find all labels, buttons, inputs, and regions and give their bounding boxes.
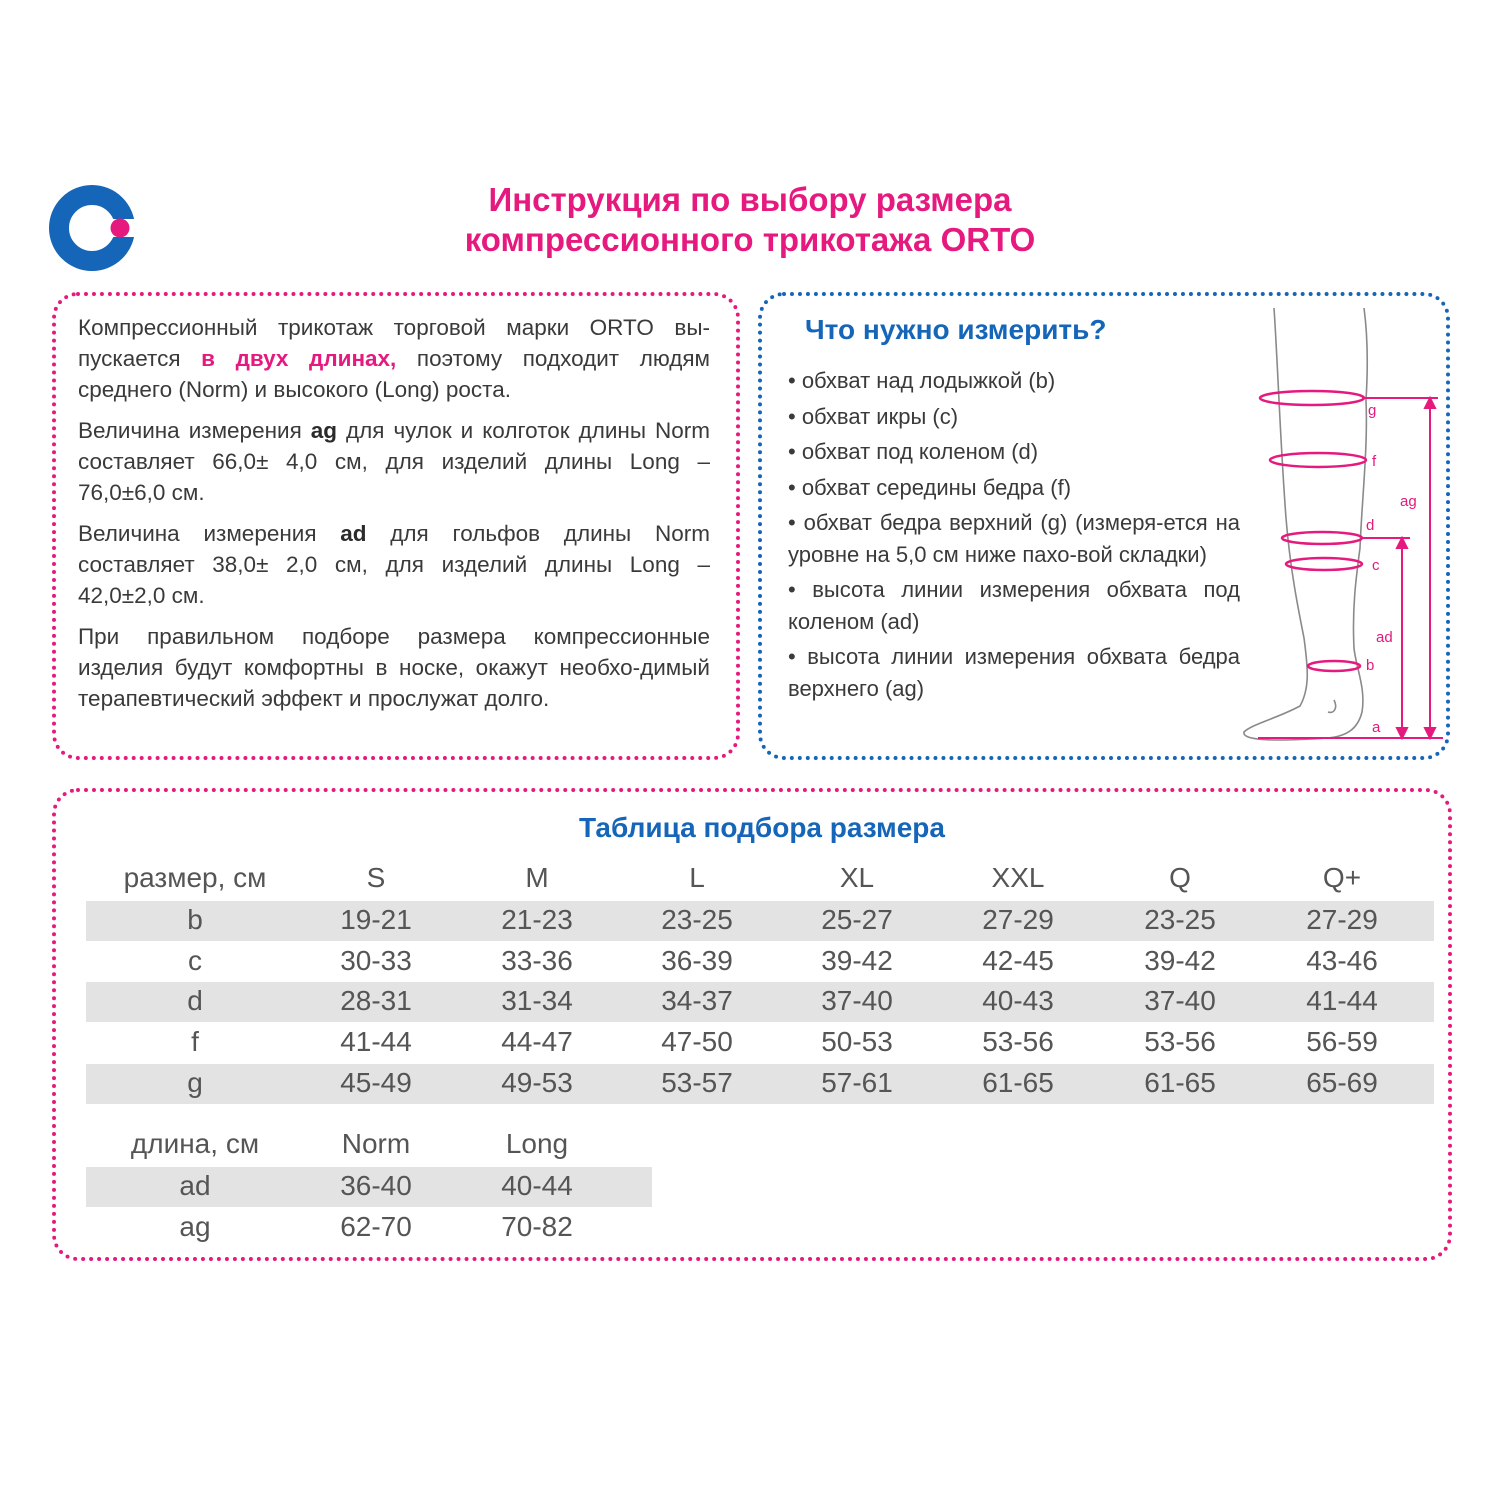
row-label-c: c bbox=[188, 944, 202, 976]
size-header-M: M bbox=[525, 862, 549, 893]
table-cell: 62-70 bbox=[340, 1210, 412, 1242]
table-cell: 61-65 bbox=[1144, 1066, 1216, 1098]
table-cell: 49-53 bbox=[501, 1066, 573, 1098]
intro-paragraph-2 bbox=[78, 415, 710, 508]
title-line-1: Инструкция по выбору размера bbox=[488, 181, 1012, 218]
title-line-2: компрессионного трикотажа ORTO bbox=[464, 221, 1036, 258]
diagram-label-f: f bbox=[1372, 453, 1377, 470]
table-cell: 19-21 bbox=[340, 904, 412, 935]
size-header-Q: Q bbox=[1169, 862, 1191, 893]
row-label-d: d bbox=[187, 985, 203, 1017]
table-cell: 31-34 bbox=[501, 985, 573, 1017]
diagram-label-a: a bbox=[1372, 719, 1381, 736]
page-title bbox=[330, 180, 1170, 260]
measure-item: • обхват бедра верхний (g) (измеря-ется на уровне на 5,0 см ниже пахо-вой складки) bbox=[788, 510, 1240, 567]
diagram-label-b: b bbox=[1366, 657, 1375, 674]
table-cell: 40-44 bbox=[501, 1170, 573, 1201]
table-cell: 44-47 bbox=[501, 1026, 573, 1058]
measure-title: Что нужно измерить? bbox=[805, 314, 1107, 345]
orto-logo-icon bbox=[48, 183, 140, 273]
row-label-b: b bbox=[187, 904, 203, 935]
table-cell: 57-61 bbox=[821, 1066, 893, 1098]
measurement-rings bbox=[1260, 391, 1366, 671]
table-cell: 21-23 bbox=[501, 904, 573, 935]
intro-p1-text: Компрессионный трикотаж торговой марки ORTO вы-пускается bbox=[78, 315, 710, 371]
table-cell: 25-27 bbox=[821, 904, 893, 935]
table-cell: 61-65 bbox=[982, 1066, 1054, 1098]
size-header-label: размер, см bbox=[123, 862, 267, 893]
table-cell: 65-69 bbox=[1306, 1066, 1378, 1098]
measure-item: • высота линии измерения обхвата под коленом (ad) bbox=[788, 577, 1240, 634]
intro-p2-text-end: для чулок и колготок длины Norm составляет 66,0± 4,0 см, для изделий длины Long – 76,0±6,0 см. bbox=[78, 418, 711, 505]
table-cell: 53-57 bbox=[661, 1066, 733, 1098]
length-header-label: длина, см bbox=[130, 1128, 260, 1159]
size-table-title: Таблица подбора размера bbox=[579, 812, 945, 843]
table-cell: 27-29 bbox=[1306, 904, 1378, 935]
table-cell: 42-45 bbox=[982, 944, 1054, 976]
intro-paragraph-1 bbox=[78, 312, 710, 405]
table-cell: 47-50 bbox=[661, 1026, 733, 1058]
length-header-long: Long bbox=[505, 1128, 569, 1159]
table-cell: 53-56 bbox=[1144, 1026, 1216, 1058]
table-cell: 70-82 bbox=[501, 1210, 573, 1242]
length-row-label-ad: ad bbox=[179, 1170, 211, 1201]
table-cell: 36-40 bbox=[340, 1170, 412, 1201]
table-cell: 30-33 bbox=[340, 944, 412, 976]
measure-item: • обхват под коленом (d) bbox=[788, 439, 1039, 464]
table-cell: 41-44 bbox=[340, 1026, 412, 1058]
table-cell: 23-25 bbox=[661, 904, 733, 935]
leg-outline-icon bbox=[1244, 308, 1367, 740]
table-cell: 41-44 bbox=[1306, 985, 1378, 1017]
table-cell: 37-40 bbox=[1144, 985, 1216, 1017]
measure-item: • обхват икры (c) bbox=[788, 403, 959, 429]
table-cell: 36-39 bbox=[661, 944, 733, 976]
intro-paragraph-4: При правильном подборе размера компрессионные изделия будут комфортны в носке, окажут необхо-димый терапевтический эффект и прослужат долго. bbox=[78, 624, 710, 711]
table-cell: 37-40 bbox=[821, 985, 893, 1017]
table-cell: 23-25 bbox=[1144, 904, 1216, 935]
table-cell: 40-43 bbox=[982, 985, 1054, 1017]
length-header-norm: Norm bbox=[341, 1128, 411, 1159]
size-header-S: S bbox=[366, 862, 386, 893]
leg-measurement-diagram bbox=[1238, 308, 1450, 748]
table-cell: 50-53 bbox=[821, 1026, 893, 1058]
measure-item: • обхват над лодыжкой (b) bbox=[788, 368, 1056, 393]
table-cell: 53-56 bbox=[982, 1026, 1054, 1058]
table-cell: 45-49 bbox=[340, 1066, 412, 1098]
intro-p3-text-end: для гольфов длины Norm составляет 38,0± 2,0 см, для изделий длины Long – 42,0±2,0 см. bbox=[78, 521, 710, 608]
diagram-label-g: g bbox=[1368, 402, 1377, 419]
size-header-L: L bbox=[689, 862, 705, 893]
intro-p1-highlight: в двух длинах, bbox=[201, 346, 397, 371]
intro-p3-text: Величина измерения bbox=[78, 521, 341, 546]
diagram-label-d: d bbox=[1366, 517, 1375, 534]
table-cell: 34-37 bbox=[661, 985, 733, 1017]
table-cell: 33-36 bbox=[501, 944, 573, 976]
diagram-label-c: c bbox=[1372, 557, 1380, 574]
table-cell: 28-31 bbox=[340, 985, 412, 1017]
measure-list bbox=[788, 365, 1240, 708]
intro-p3-key: ad bbox=[340, 521, 367, 546]
row-label-g: g bbox=[187, 1066, 203, 1098]
intro-p1-text-end: поэтому подходит людям среднего (Norm) и высокого (Long) роста. bbox=[78, 346, 710, 402]
diagram-label-ag: ag bbox=[1400, 493, 1417, 510]
table-cell: 27-29 bbox=[982, 904, 1054, 935]
table-cell: 39-42 bbox=[821, 944, 893, 976]
row-label-f: f bbox=[191, 1026, 199, 1058]
length-row-label-ag: ag bbox=[179, 1210, 211, 1242]
table-cell: 43-46 bbox=[1306, 944, 1378, 976]
size-header-XL: XL bbox=[839, 862, 875, 893]
size-header-XXL: XXL bbox=[991, 862, 1045, 893]
size-header-Q+: Q+ bbox=[1322, 862, 1362, 893]
intro-p2-key: ag bbox=[310, 418, 338, 443]
diagram-label-ad: ad bbox=[1376, 629, 1393, 646]
table-cell: 56-59 bbox=[1306, 1026, 1378, 1058]
measure-item: • высота линии измерения обхвата бедра верхнего (ag) bbox=[788, 644, 1240, 701]
measure-item: • обхват середины бедра (f) bbox=[788, 474, 1072, 500]
intro-text bbox=[78, 312, 710, 724]
intro-p2-text: Величина измерения bbox=[78, 418, 311, 443]
intro-paragraph-3 bbox=[78, 518, 710, 611]
table-cell: 39-42 bbox=[1144, 944, 1216, 976]
